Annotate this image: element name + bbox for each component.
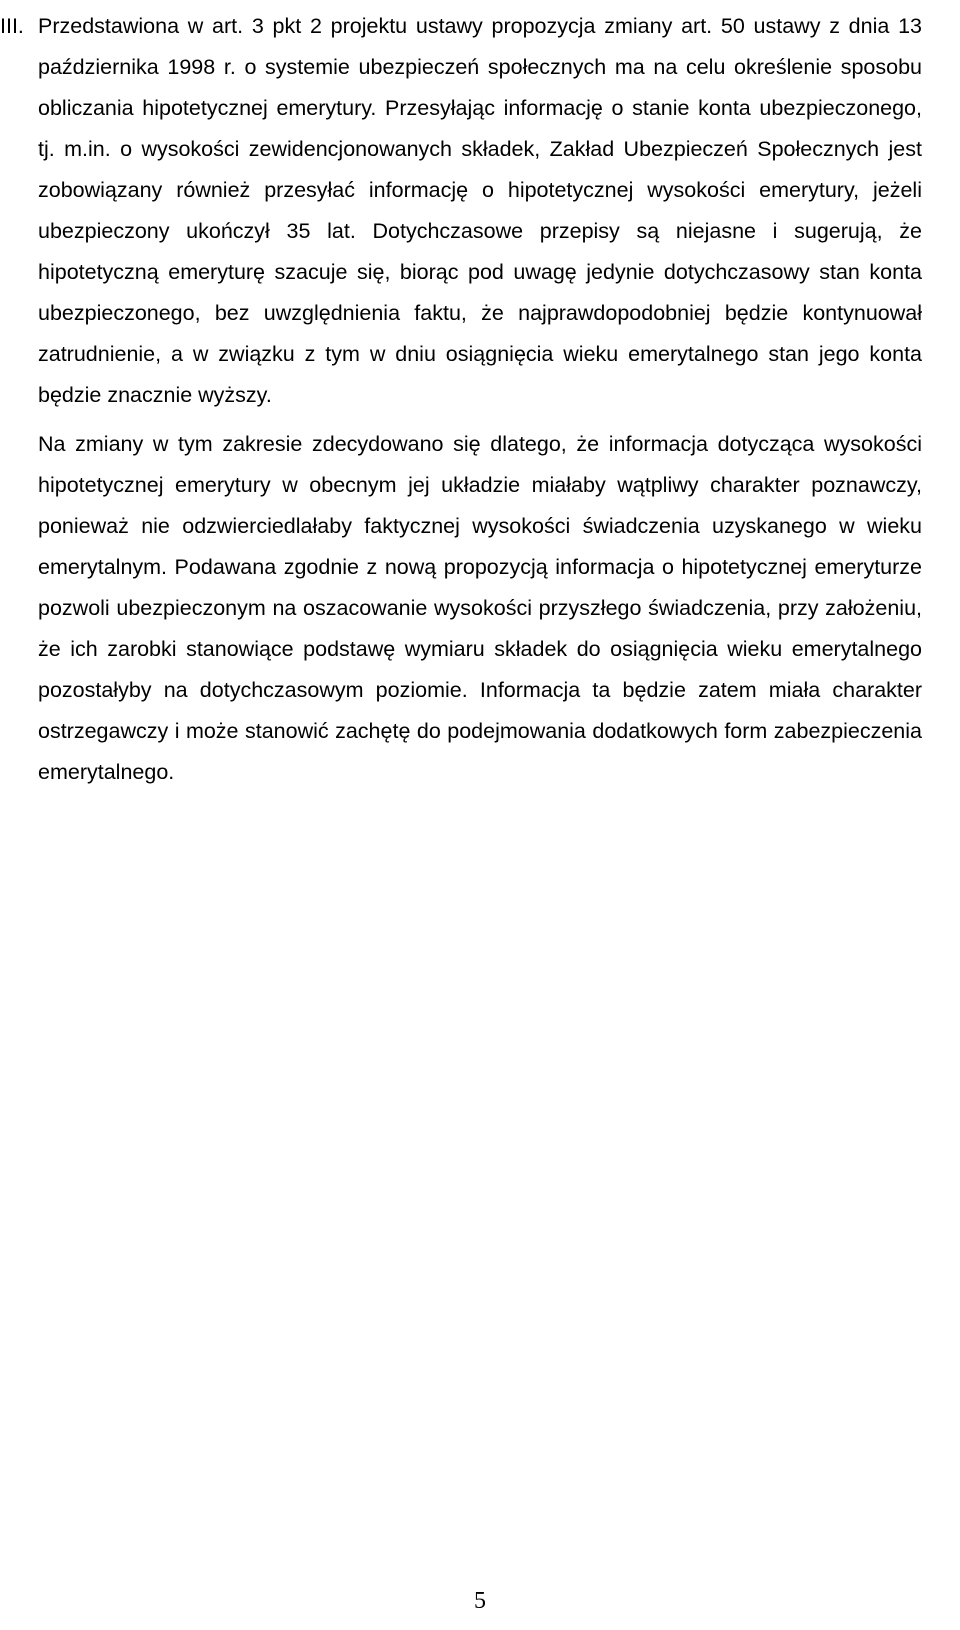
paragraph-1: [0, 6, 922, 416]
paragraph-2: Na zmiany w tym zakresie zdecydowano się dlatego, że informacja dotycząca wysokości hipotetycznej emerytury w obecnym jej układzie miałaby wątpliwy charakter poznawczy, ponieważ nie odzwierciedlałaby faktycznej wysokości świadczenia uzyskanego w wieku emerytalnym. Podawana zgodnie z nową propozycją informacja o hipotetycznej emeryturze pozwoli ubezpieczonym na oszacowanie wysokości przyszłego świadczenia, przy założeniu, że ich zarobki stanowiące podstawę wymiaru składek do osiągnięcia wieku emerytalnego pozostałyby na dotychczasowym poziomie. Informacja ta będzie zatem miała charakter ostrzegawczy i może stanowić zachętę do podejmowania dodatkowych form zabezpieczenia emerytalnego.: [38, 432, 922, 784]
paragraph-1-text: Przedstawiona w art. 3 pkt 2 projektu ustawy propozycja zmiany art. 50 ustawy z dnia 13 października 1998 r. o systemie ubezpieczeń społecznych ma na celu określenie sposobu obliczania hipotetycznej emerytury. Przesyłając informację o stanie konta ubezpieczonego, tj. m.in. o wysokości zewidencjonowanych składek, Zakład Ubezpieczeń Społecznych jest zobowiązany również przesyłać informację o hipotetycznej wysokości emerytury, jeżeli ubezpieczony ukończył 35 lat. Dotychczasowe przepisy są niejasne i sugerują, że hipotetyczną emeryturę szacuje się, biorąc pod uwagę jedynie dotychczasowy stan konta ubezpieczonego, bez uwzględnienia faktu, że najprawdopodobniej będzie kontynuował zatrudnienie, a w związku z tym w dniu osiągnięcia wieku emerytalnego stan jego konta będzie znacznie wyższy.: [38, 14, 922, 407]
page-number: 5: [474, 1588, 486, 1614]
section-number: III.: [0, 14, 24, 38]
document-body: [0, 6, 922, 793]
